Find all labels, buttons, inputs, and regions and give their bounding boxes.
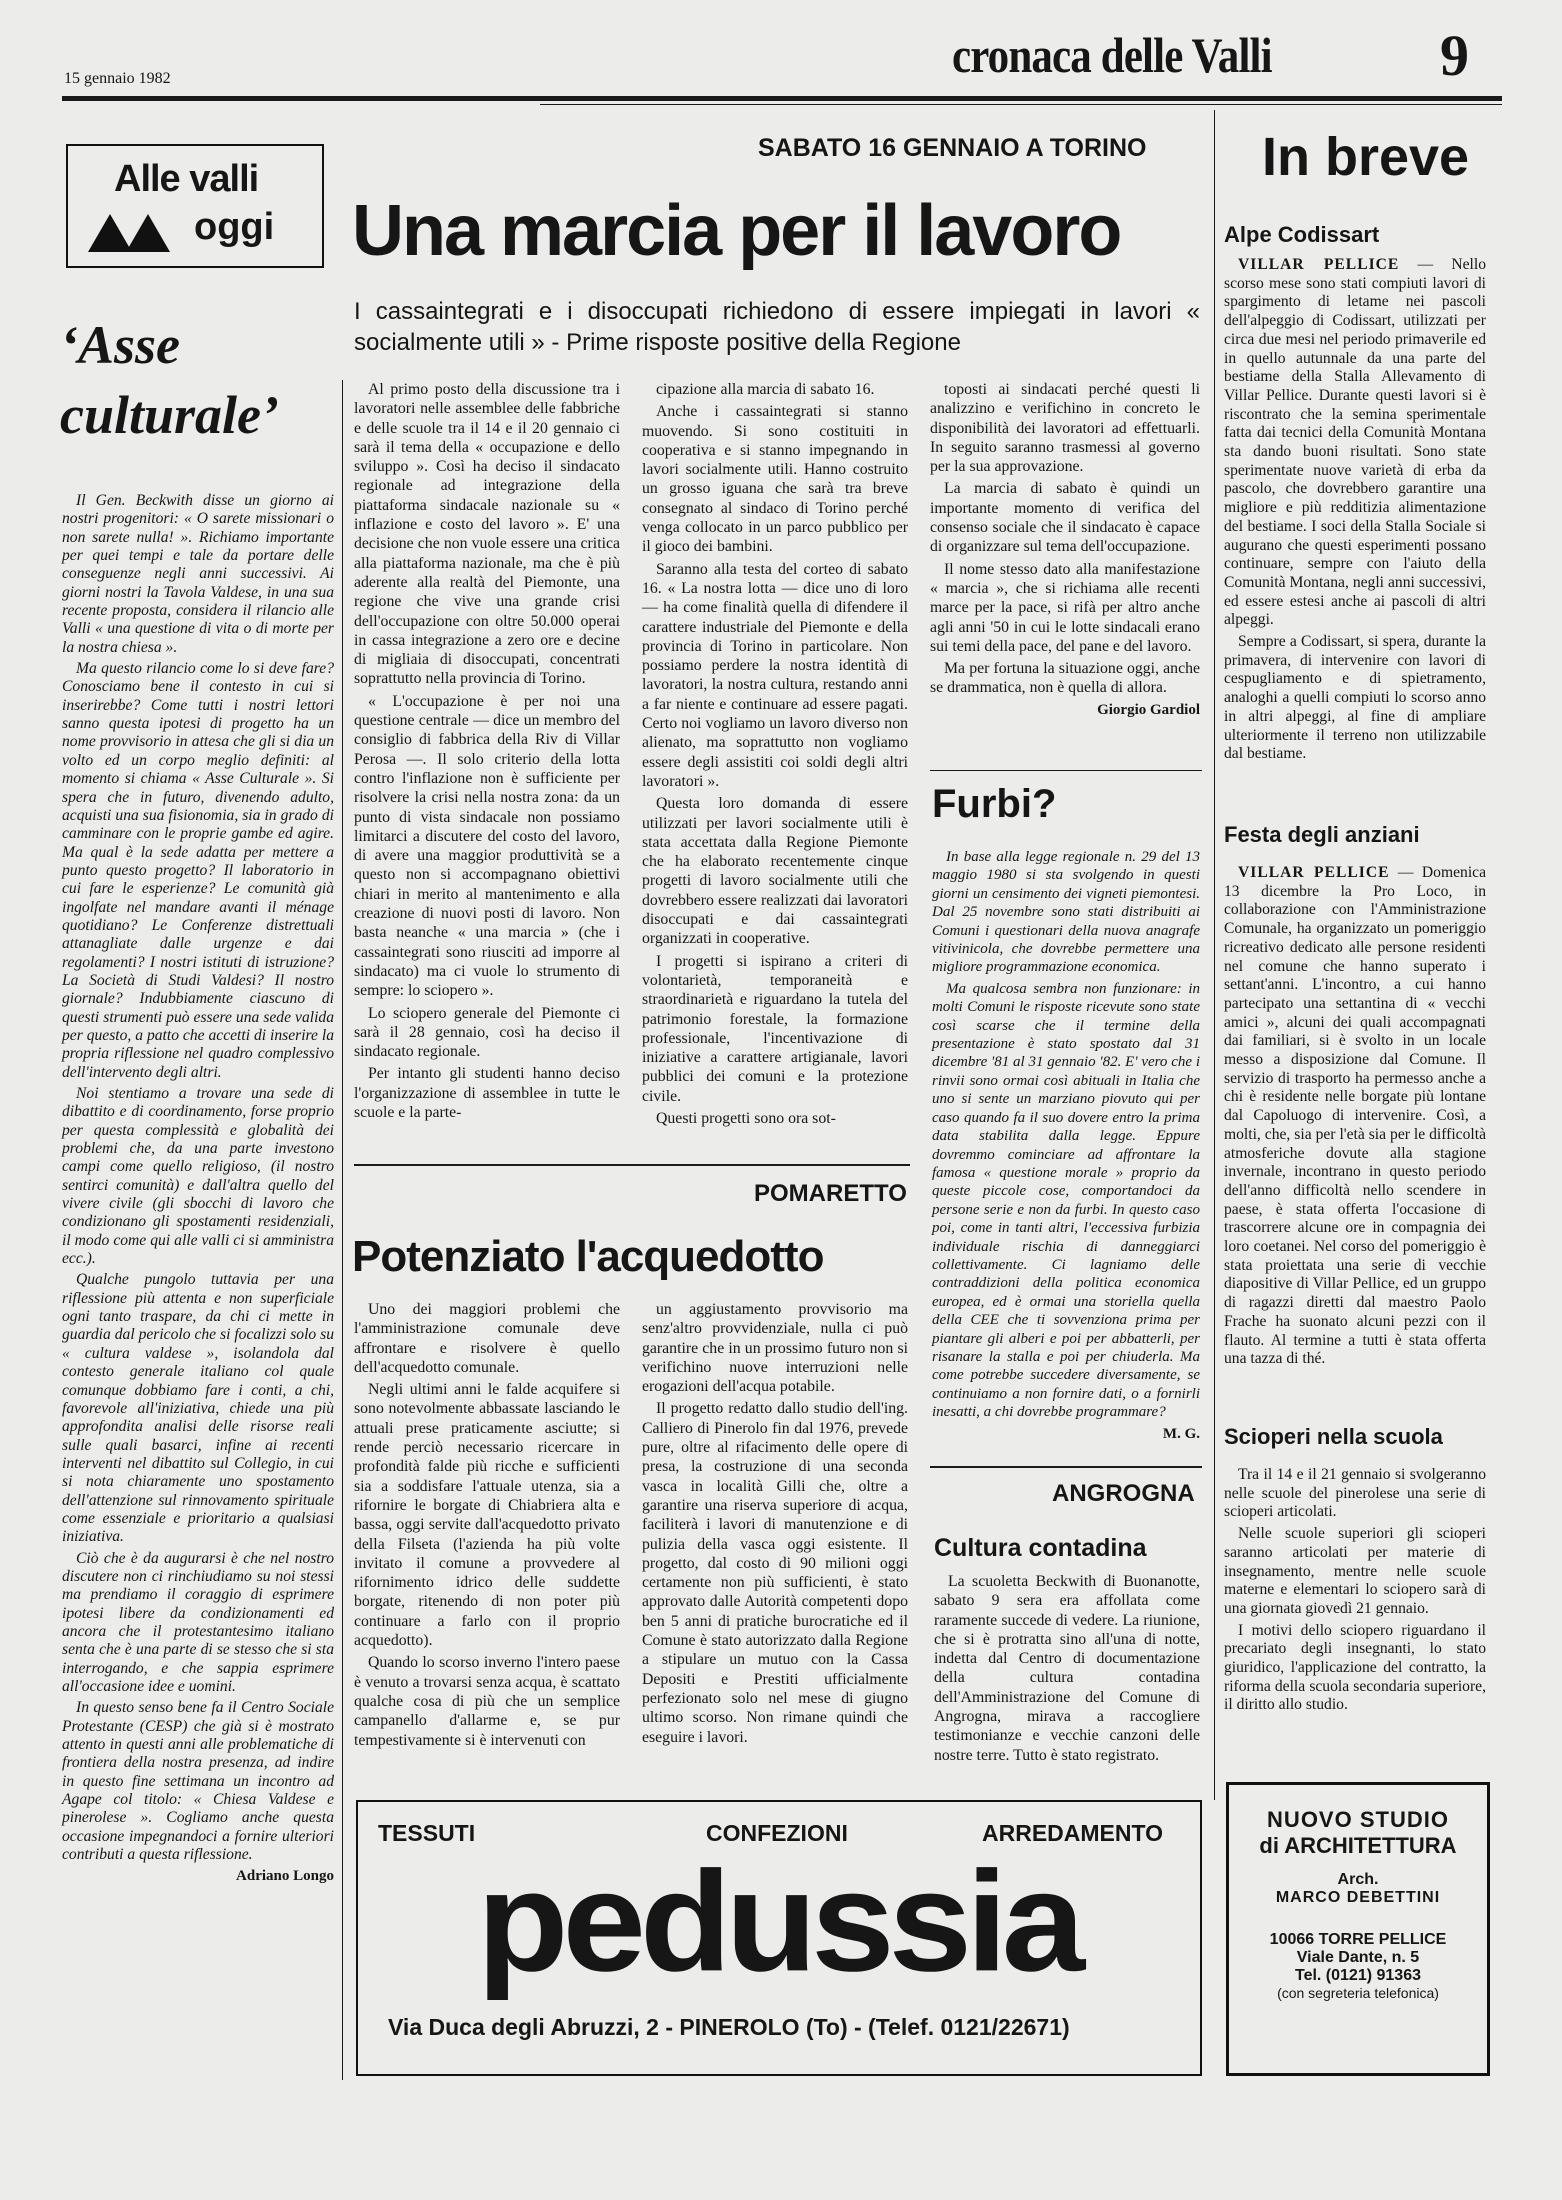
main-paragraph: I progetti si ispirano a criteri di volontarietà, temporaneità e straordinarietà e riguardano la tutela del patrimonio forestale, la formazione professionale, l'incentivazione di iniziative a carattere artigianale, lavori pubblici dei comuni e la protezione civile. [642, 952, 908, 1105]
in-breve-title: In breve [1262, 127, 1470, 187]
brief-place: VILLAR PELLICE [1238, 864, 1390, 881]
editorial-paragraph: In questo senso bene fa il Centro Sociale Protestante (CESP) che già si è mostrato attento in questi anni alle problematiche di frontiera della nostra presenza, ad indire in questo fine settimana un incontro ad Agape col titolo: « Chiesa Valdese e pinerolese ». Cogliamo anche questa occasione impegnandoci a fornire ulteriori contributi a questa riflessione. [62, 1699, 334, 1864]
studio-ad [1226, 1782, 1490, 2076]
studio-line1: NUOVO STUDIO [1267, 1807, 1449, 1832]
acquedotto-paragraph: Uno dei maggiori problemi che l'amministrazione comunale deve affrontare e risolvere è quello dell'acquedotto comunale. [354, 1301, 620, 1376]
main-paragraph: Questa loro domanda di essere utilizzati per lavori socialmente utili è stata accettata dalla Regione Piemonte che ha elaborato recentemente cinque progetti di lavoro socialmente utili che dovrebbero essere realizzati dai lavoratori disoccupati e dai cassaintegrati organizzati in cooperative. [642, 795, 908, 948]
furbi-rule [930, 770, 1202, 771]
main-kicker: SABATO 16 GENNAIO A TORINO [758, 134, 1147, 162]
pedussia-ad [356, 1800, 1202, 2076]
badge-line2: oggi [194, 206, 275, 248]
acquedotto-paragraph: Negli ultimi anni le falde acquifere si sono notevolmente abbassate lasciando le attuali prese praticamente asciutte; si rende perciò necessario ricercare in profondità falde più ricche e sufficienti sia a soddisfare l'attuale utenza, sia a rifornire le borgate di Chiabriera alta e bassa, oggi servite dall'acquedotto privato della Filseta (l'azienda ha più volte invitato il comune a provvedere al rifornimento idrico delle suddette borgate, ritenendo di non poter più continuare a farlo con il proprio acquedotto). [354, 1381, 620, 1650]
main-paragraph: La marcia di sabato è quindi un importante momento di verifica del consenso sociale che il sindacato è capace di organizzare sul tema dell'occupazione. [930, 480, 1200, 556]
brief-paragraph: I motivi dello sciopero riguardano il precariato degli insegnanti, lo stato giuridico, l'applicazione del contratto, la riforma della scuola secondaria superiore, il diritto allo studio. [1224, 1621, 1486, 1714]
angrogna-rule [930, 1466, 1202, 1468]
main-paragraph: Anche i cassaintegrati si stanno muovendo. Si sono costituiti in cooperativa e si stanno impegnando in lavori socialmente utili. Hanno costruito un grosso iguana che sarà tra breve consegnato al sindaco di Torino perché venga collocato in un parco pubblico per il gioco dei bambini. [642, 403, 908, 556]
editorial-author: Adriano Longo [236, 1868, 334, 1885]
studio-phone: Tel. (0121) 91363 [1294, 1967, 1421, 1984]
main-paragraph: Il nome stesso dato alla manifestazione « marcia », che si richiama alle recenti marce per la pace, si rifà per altro anche agli anni '50 in cui le lotte sindacali erano sui temi della pace, del pane e del lavoro. [930, 560, 1200, 655]
left-column-rule [342, 380, 343, 2080]
studio-address1: 10066 TORRE PELLICE [1269, 1931, 1447, 1948]
editorial-body [62, 492, 334, 1889]
editorial-title-line1: ‘Asse [60, 315, 180, 375]
main-headline: Una marcia per il lavoro [352, 191, 1121, 271]
brief-paragraph: VILLAR PELLICE — Nello scorso mese sono stati compiuti lavori di spargimento di letame nei pascoli dell'alpeggio di Codissart, utilizzati per circa due mesi nel periodo primaverile ed in quello autunnale da una parte del bestiame della Stalla Allevamento di Villar Pellice. Durante questi lavori si è riscontrato che la semina sperimentale fatta dai tecnici della Comunità Montana sta dando buoni risultati. Sono state sperimentate nuove varietà di erba da pascolo, che dovrebbero garantire una migliore e più redditizia alimentazione del bestiame. I soci della Stalla Sociale si augurano che questi esperimenti possano continuare, sempre con l'aiuto della Comunità Montana, negli anni successivi, ed essere estesi anche ai pascoli di altri alpeggi. [1224, 256, 1486, 629]
main-author: Giorgio Gardiol [1097, 701, 1200, 718]
brief-title: Alpe Codissart [1224, 222, 1380, 247]
furbi-author: M. G. [1162, 1425, 1200, 1442]
brief-paragraph: Nelle scuole superiori gli scioperi saranno articolati per materie di insegnamento, mentre nelle scuole materne e elementari lo sciopero sarà di una giornata giovedì 21 gennaio. [1224, 1525, 1486, 1617]
acquedotto-paragraph: Il progetto redatto dallo studio dell'ing. Calliero di Pinerolo fin dal 1976, prevede pure, oltre al rifacimento delle opere di presa, la costruzione di una seconda vasca in località Gilli che, oltre a garantire una riserva superiore di acqua, faciliterà i lavori di manutenzione e di pulizia della vasca oggi esistente. Il progetto, dal costo di 90 milioni oggi certamente non più sufficienti, è stato approvato dalle Autorità competenti dopo ben 5 anni di pratiche burocratiche ed il Comune è stato autorizzato dalla Regione a stipulare un mutuo con la Cassa Depositi e Prestiti ufficialmente perfezionato solo nel mese di giugno ultimo scorso. Non rimane quindi che eseguire i lavori. [642, 1400, 908, 1746]
main-col3 [930, 380, 1200, 723]
furbi-body [932, 848, 1200, 1446]
editorial-paragraph: Ma questo rilancio come lo si deve fare? Conosciamo bene il contesto in cui si inserirebbe? Come tutti i nostri lettori sanno questa ipotesi di progetto ha un nome provvisorio in attesa che gli si dia un volto ed un corpo meglio definiti: al momento si chiama « Asse Culturale ». Si spera che in futuro, divenendo adulto, acquisti una sua fisionomia, sia in grado di camminare con le proprie gambe ed agire. Ma qual è la sede adatta per mettere a punto questo progetto? Il laboratorio in cui fare le esperienze? Le comunità già ingolfate nel mandare avanti il ménage quotidiano? Le Conferenze distrettuali attanagliate dalle urgenze e dai regolamenti? I nostri istituti di istruzione? La Società di Studi Valdesi? Il nostro giornale? Indubbiamente ciascuno di questi strumenti può essere una sede valida per questo, a patto che accetti di inserire la propria riflessione nel quadro complessivo dell'intervento degli altri. [62, 660, 334, 1081]
acquedotto-headline: Potenziato l'acquedotto [352, 1232, 824, 1281]
brief-body [1224, 256, 1486, 767]
header-rule-thin [540, 104, 1502, 105]
pedussia-category: ARREDAMENTO [982, 1820, 1164, 1846]
brief-body [1224, 864, 1486, 1372]
acquedotto-col2 [642, 1300, 908, 1750]
main-paragraph: « L'occupazione è per noi una questione centrale — dice un membro del consiglio di fabbrica della Riv di Villar Perosa —. Il solo criterio della lotta contro l'inflazione non è sufficiente per risolvere la crisi nella nostra zona: da un punto di vista sindacale non possiamo limitarci a discutere del costo del lavoro, di avere una maggior produttività se a questo non si accompagnano obiettivi chiari in merito al mantenimento e alla creazione di nuovi posti di lavoro. Non basta neanche « una marcia » (che i cassaintegrati sono riusciti ad imporre al sindacato) ma ci vuole lo strumento di sempre: lo sciopero ». [354, 692, 620, 1000]
pedussia-category: CONFEZIONI [706, 1820, 848, 1846]
main-paragraph: Questi progetti sono ora sot- [656, 1109, 836, 1127]
main-paragraph: Al primo posto della discussione tra i lavoratori nelle assemblee delle fabbriche e delle scuole tra il 14 e il 20 gennaio ci sarà il tema della « occupazione e dello sviluppo ». Così ha deciso il sindacato regionale ad integrazione della piattaforma sindacale nazionale su « inflazione e costo del lavoro ». E' una decisione che non vuole essere una critica alla piattaforma nazionale, ma che è più aderente alla realtà del Piemonte, una regione che vive una grande crisi dell'occupazione con oltre 50.000 operai in cassa integrazione a zero ore e decine di migliaia di disoccupati, concentrati soprattutto nella provincia di Torino. [354, 381, 620, 688]
brief-body [1224, 1466, 1486, 1718]
main-paragraph: cipazione alla marcia di sabato 16. [656, 381, 875, 398]
main-paragraph: Lo sciopero generale del Piemonte ci sarà il 28 gennaio, così ha deciso il sindacato regionale. [354, 1004, 620, 1061]
section-badge [66, 144, 324, 268]
masthead: cronaca delle Valli [952, 27, 1272, 83]
acquedotto-col1 [354, 1300, 620, 1753]
main-paragraph: Per intanto gli studenti hanno deciso l'organizzazione di assemblee in tutte le scuole e la parte- [354, 1065, 620, 1121]
brief-title: Festa degli anziani [1224, 822, 1420, 847]
studio-address2: Viale Dante, n. 5 [1296, 1949, 1420, 1966]
editorial-title-line2: culturale’ [60, 385, 280, 445]
studio-note: (con segreteria telefonica) [1277, 1985, 1439, 2001]
studio-name: MARCO DEBETTINI [1275, 1889, 1441, 1906]
furbi-headline: Furbi? [932, 782, 1057, 826]
acquedotto-paragraph: un aggiustamento provvisorio ma senz'altro provvidenziale, nulla ci può garantire che in un prossimo futuro non si verifichino nuove interruzioni nelle erogazioni dell'acqua potabile. [642, 1301, 908, 1396]
acquedotto-rule [354, 1164, 910, 1166]
furbi-paragraph: Ma qualcosa sembra non funzionare: in molti Comuni le risposte ricevute sono state così scarse che il termine della presentazione è stato spostato dal 31 dicembre '81 al 31 gennaio '82. E' vero che i rinvii sono ormai così abituali in Italia che uno si sente un marziano piovuto qui per caso quando fa il suo dovere entro la prima data stabilita dalla legge. Eppure dovremmo cominciare ad affrontare la famosa « questione morale » proprio da queste piccole cose, comportandoci da persone serie e non da furbi. In questo caso poi, come in tanti altri, l'eccessiva furbizia individuale rischia di danneggiarci collettivamente. Ci lagniamo delle contraddizioni della politica economica europea, ed è ormai una storiella quella della CEE che ti sovvenziona prima per piantare gli alberi e poi per abbatterli, per risanare la stalla e poi per chiuderla. Ma come potrebbe succedere diversamente, se continuiamo a non fornire dati, o a fornirli inesatti, a chi dovrebbe programmare? [932, 980, 1200, 1421]
brief-place: VILLAR PELLICE [1238, 256, 1400, 273]
studio-line2: di ARCHITETTURA [1259, 1833, 1457, 1858]
main-paragraph: Saranno alla testa del corteo di sabato 16. « La nostra lotta — dice uno di loro — ha come finalità quella di difendere il carattere industriale del Piemonte e della provincia di Torino in particolare. Non possiamo perdere la nostra identità di lavoratori, la nostra cultura, restando anni a far niente e continuare ad essere pagati. Certo noi vogliamo un lavoro diverso non alienato, ma soprattutto non vogliamo essere degli assistiti coi soldi degli altri lavoratori ». [642, 560, 908, 790]
pedussia-logo: pedussia [476, 1841, 1080, 2001]
main-paragraph: toposti ai sindacati perché questi li analizzino e verifichino in concreto le disponibilità dei lavoratori ad effettuarli. In seguito saranno trasmessi al governo per la sua approvazione. [930, 381, 1200, 476]
main-col2 [642, 380, 908, 1131]
brief-paragraph: VILLAR PELLICE — Domenica 13 dicembre la Pro Loco, in collaborazione con l'Amministrazione Comunale, ha organizzato un pomeriggio ricreativo dedicato alle persone residenti nel comune che hanno superato i settant'anni. L'incontro, a cui hanno partecipato una settantina di « vecchi amici », alcuni dei quali accompagnati dai familiari, si è svolto in un locale messo a disposizione dal Comune. Il servizio di trasporto ha permesso anche a chi è residente nelle borgate più lontane dal Capoluogo di intervenire. Così, a molti, che, sia per l'età sia per le difficoltà atmosferiche dovute alla stagione invernale, incontrano in questo periodo dell'anno difficoltà nello scendere in paese, è stata offerta l'occasione di trascorrere alcune ore in compagnia dei loro coetanei. Nel corso del pomeriggio è stata proiettata una serie di vecchie diapositive di Villar Pellice, ed un gruppo di ragazzi diretti dal maestro Paolo Frache ha suonato alcuni pezzi con il flauto. Al termine a tutti è stata offerta una tazza di thé. [1224, 864, 1486, 1368]
main-paragraph: Ma per fortuna la situazione oggi, anche se drammatica, non è quella di allora. [930, 660, 1200, 697]
pedussia-address: Via Duca degli Abruzzi, 2 - PINEROLO (To) - (Telef. 0121/22671) [388, 2014, 1070, 2040]
studio-title: Arch. [1337, 1871, 1379, 1888]
page-number: 9 [1440, 23, 1469, 88]
furbi-paragraph: In base alla legge regionale n. 29 del 13 maggio 1980 si sta svolgendo in questi giorni un censimento dei vigneti piemontesi. Dal 25 novembre sono stati distribuiti ai Comuni i questionari della nuova anagrafe vitivinicola, che dovrebbe permettere una migliore programmazione economica. [932, 849, 1200, 976]
brief-paragraph: Sempre a Codissart, si spera, durante la primavera, di intervenire con lavori di cespugliamento e di spietramento, analoghi a quelli compiuti lo scorso anno in altri alpeggi, al fine di ampliare ulteriormente il terreno non utilizzabile dal bestiame. [1224, 633, 1486, 763]
editorial-title [60, 310, 340, 450]
editorial-paragraph: Il Gen. Beckwith disse un giorno ai nostri progenitori: « O sarete missionari o non sarete nulla! ». Richiamo importante per quei tempi e tale da portare delle conseguenze negli anni successivi. Ai giorni nostri la Tavola Valdese, in una sua recente proposta, considera il rilancio alle Valli « una questione di vita o di morte per la nostra chiesa ». [62, 492, 334, 656]
right-column-rule [1214, 110, 1215, 1800]
badge-line1: Alle valli [114, 158, 259, 200]
angrogna-body [934, 1572, 1200, 1768]
main-col1 [354, 380, 620, 1125]
main-subhead: I cassaintegrati e i disoccupati richiedono di essere impiegati in lavori « socialmente utili » - Prime risposte positive della Regione [354, 298, 1200, 356]
angrogna-kicker: ANGROGNA [1052, 1480, 1195, 1507]
brief-title: Scioperi nella scuola [1224, 1424, 1443, 1449]
header-rule [62, 96, 1502, 101]
brief-paragraph: Tra il 14 e il 21 gennaio si svolgeranno nelle scuole del pinerolese una serie di scioperi articolati. [1224, 1466, 1486, 1521]
pedussia-category: TESSUTI [378, 1820, 476, 1846]
editorial-paragraph: Qualche pungolo tuttavia per una riflessione più attenta e non superficiale ogni tanto traspare, da chi ci mette in guardia dal pericolo che si focalizzi solo su « cultura valdese », isolandola dal contesto generale italiano col quale comunque dobbiamo fare i conti, a chi, favorevole all'iniziativa, chiede una più approfondita analisi delle risorse reali sulle quali basarci, infine ai recenti interventi nel dibattito sul Collegio, in cui si nota chiaramente uno spostamento dell'attenzione sul rinnovamento spirituale come essenziale e prioritario a qualsiasi iniziativa. [62, 1271, 334, 1546]
editorial-paragraph: Noi stentiamo a trovare una sede di dibattito e di coordinamento, forse proprio per questa complessità e globalità dei problemi che, da una parte investono campi come quello religioso, (il nostro sentirci comunità) e dall'altra quello del vivere civile (gli sbocchi di lavoro che condizionano gli spostamenti residenziali, il modo come qui alle valli ci si amministra ecc.). [62, 1085, 334, 1268]
angrogna-headline: Cultura contadina [934, 1534, 1147, 1562]
angrogna-paragraph: La scuoletta Beckwith di Buonanotte, sabato 9 sera era affollata come raramente succede di vedere. La riunione, che si è protratta sino all'una di notte, indetta dal Centro di documentazione della cultura contadina dell'Amministrazione del Comune di Angrogna, mirava a raccogliere testimonianze e vecchie canzoni delle nostre terre. Tutto è stato registrato. [934, 1573, 1200, 1764]
acquedotto-kicker: POMARETTO [754, 1180, 907, 1207]
mountains-icon [88, 212, 174, 257]
editorial-paragraph: Ciò che è da augurarsi è che nel nostro discutere non ci rinchiudiamo su noi stessi ma prendiamo il coraggio di esprimere ipotesi libere da condizionamenti ed ancora che il protestantesimo italiano senta che è una parte di se stesso che si sta interrogando, e che sappia esprimere all'occasione idee e uomini. [62, 1549, 334, 1695]
acquedotto-paragraph: Quando lo scorso inverno l'intero paese è venuto a trovarsi senza acqua, è scattato qualche cosa di più che un semplice campanello d'allarme e, se pur tempestivamente si è intervenuti con [354, 1654, 620, 1749]
header-date: 15 gennaio 1982 [64, 70, 171, 87]
